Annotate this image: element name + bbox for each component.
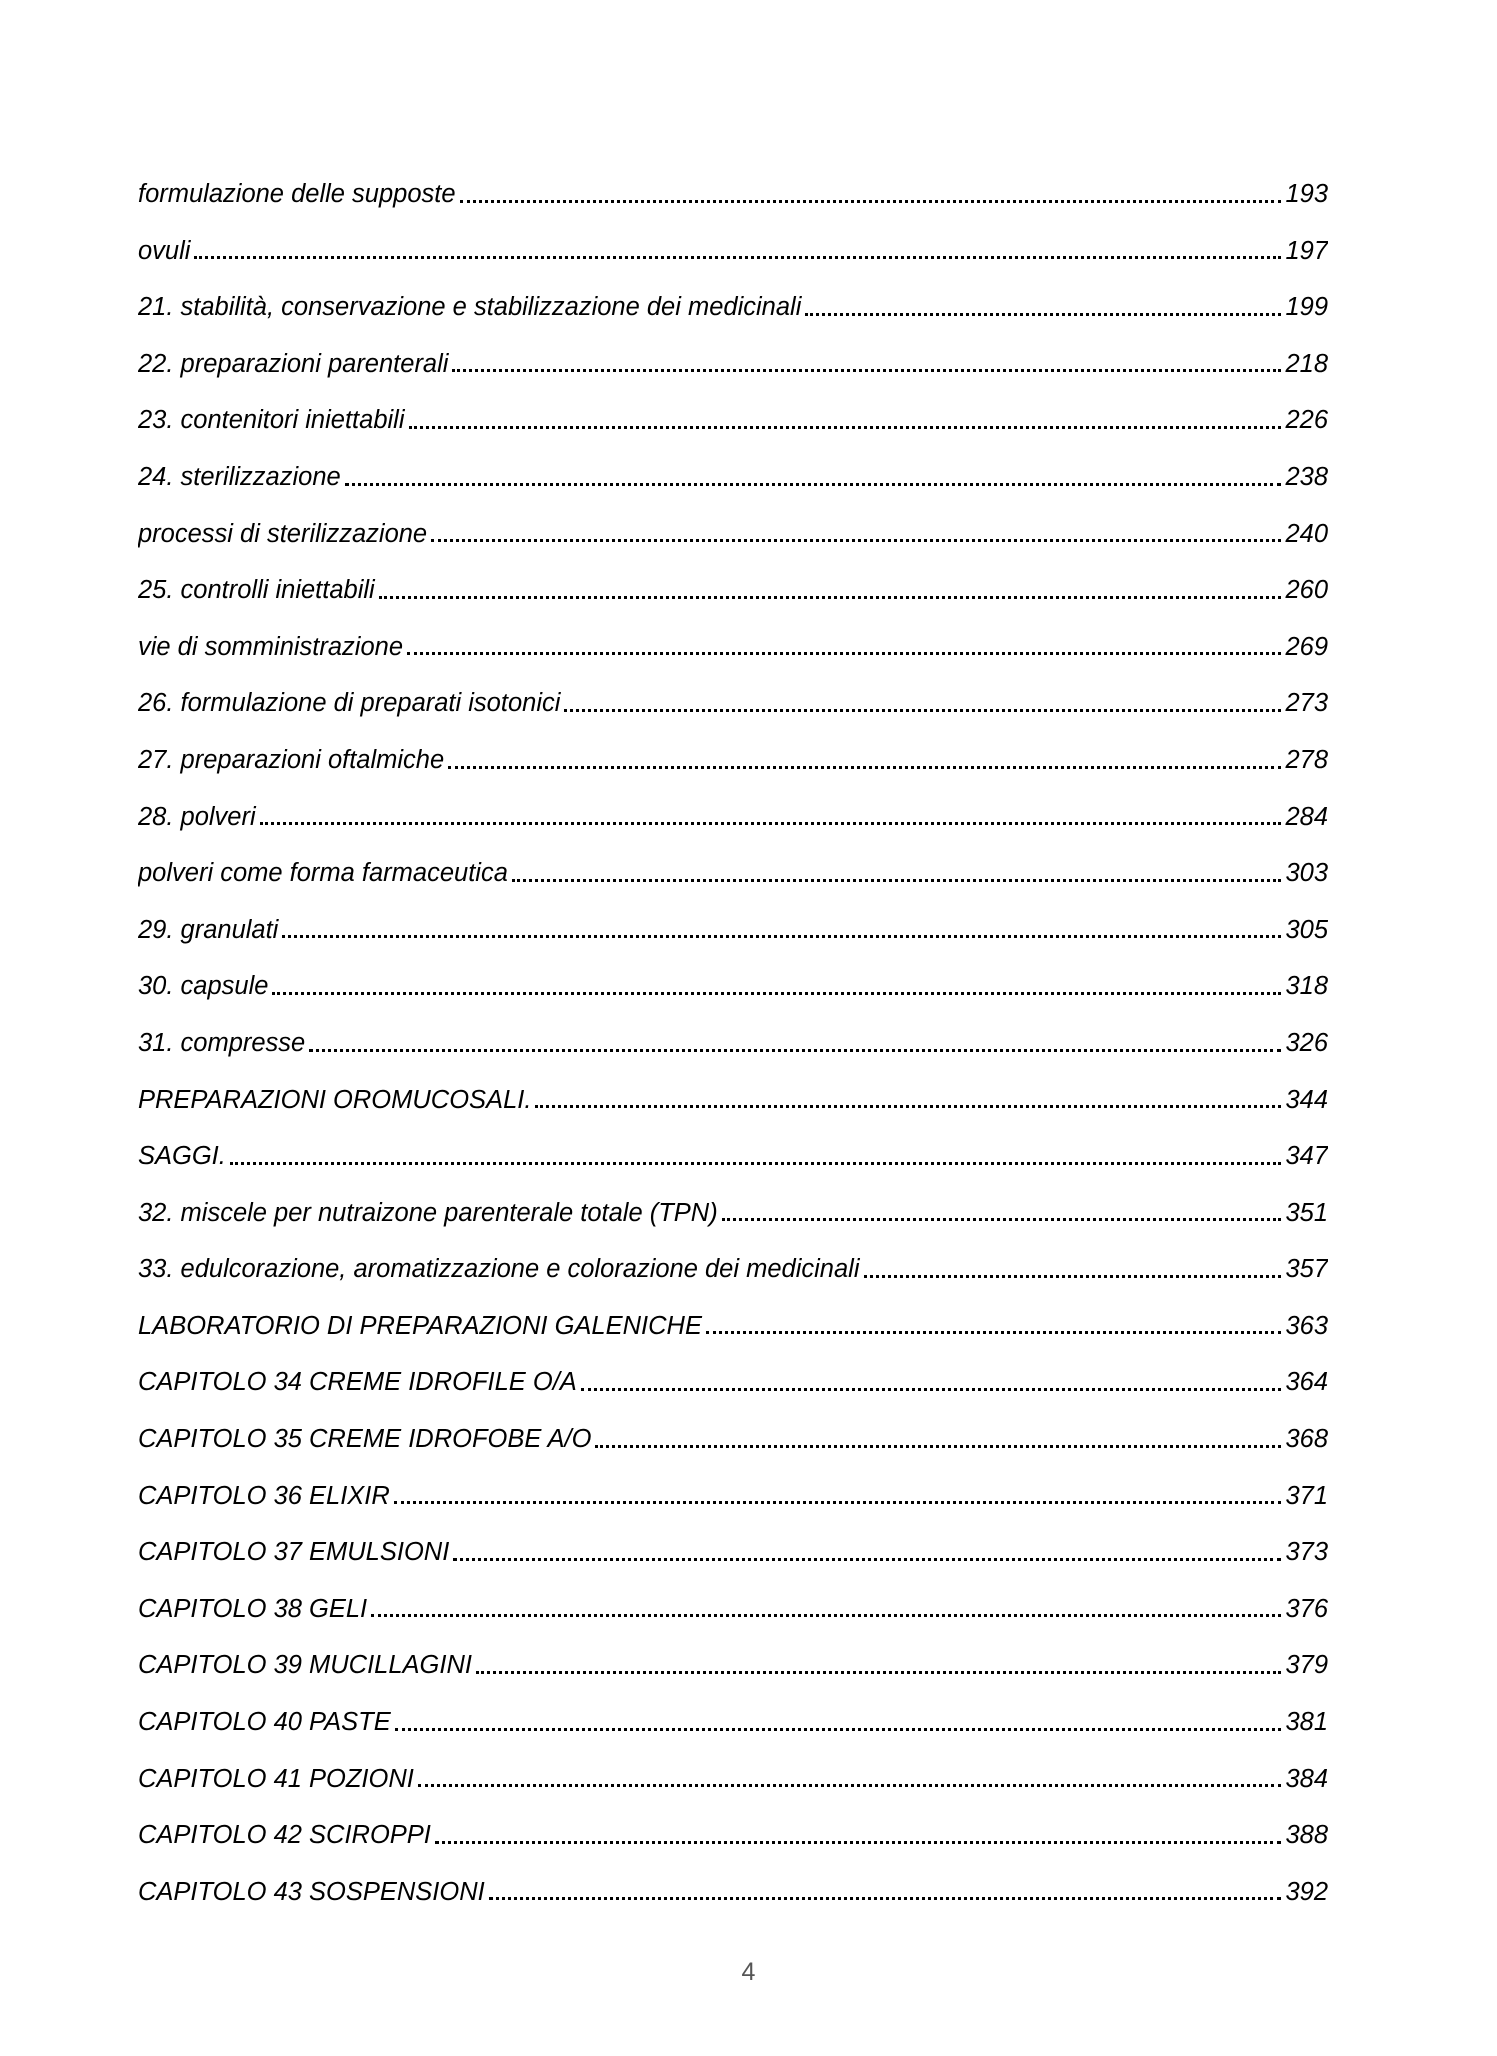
dot-leader bbox=[564, 709, 1281, 712]
toc-entry-page-number: 278 bbox=[1285, 745, 1328, 774]
toc-entry-title: 30. capsule bbox=[138, 972, 269, 1001]
toc-entry[interactable] bbox=[138, 279, 1328, 336]
toc-entry-title: 22. preparazioni parenterali bbox=[138, 349, 449, 378]
toc-entry-title: 21. stabilità, conservazione e stabilizzazione dei medicinali bbox=[138, 293, 802, 322]
toc-entry-title: 31. compresse bbox=[138, 1028, 306, 1057]
toc-entry[interactable] bbox=[138, 166, 1328, 223]
toc-entry-title: ovuli bbox=[138, 236, 191, 265]
dot-leader bbox=[489, 1897, 1282, 1900]
toc-entry-page-number: 392 bbox=[1285, 1877, 1328, 1906]
toc-entry-title: CAPITOLO 35 CREME IDROFOBE A/O bbox=[138, 1425, 592, 1454]
dot-leader bbox=[453, 1558, 1281, 1561]
toc-entry[interactable] bbox=[138, 1185, 1328, 1242]
toc-entry-title: CAPITOLO 37 EMULSIONI bbox=[138, 1538, 450, 1567]
toc-entry-title: vie di somministrazione bbox=[138, 632, 404, 661]
toc-entry-page-number: 260 bbox=[1285, 576, 1328, 605]
toc-entry-title: 24. sterilizzazione bbox=[138, 462, 341, 491]
toc-entry-page-number: 357 bbox=[1285, 1255, 1328, 1284]
toc-entry[interactable] bbox=[138, 675, 1328, 732]
toc-entry[interactable] bbox=[138, 1524, 1328, 1581]
toc-entry[interactable] bbox=[138, 1468, 1328, 1525]
dot-leader bbox=[706, 1331, 1282, 1334]
toc-entry[interactable] bbox=[138, 1072, 1328, 1129]
toc-entry-title: CAPITOLO 38 GELI bbox=[138, 1594, 368, 1623]
toc-entry-page-number: 351 bbox=[1285, 1198, 1328, 1227]
toc-entry-page-number: 364 bbox=[1285, 1368, 1328, 1397]
dot-leader bbox=[282, 935, 1281, 938]
page-number: 4 bbox=[741, 1958, 756, 1986]
toc-entry-page-number: 284 bbox=[1285, 802, 1328, 831]
toc-entry-page-number: 305 bbox=[1285, 915, 1328, 944]
dot-leader bbox=[435, 1841, 1282, 1844]
toc-entry-title: PREPARAZIONI OROMUCOSALI. bbox=[138, 1085, 532, 1114]
dot-leader bbox=[476, 1671, 1281, 1674]
dot-leader bbox=[805, 313, 1281, 316]
toc-entry[interactable] bbox=[138, 1581, 1328, 1638]
dot-leader bbox=[230, 1162, 1282, 1165]
dot-leader bbox=[409, 426, 1282, 429]
toc-entry[interactable] bbox=[138, 1637, 1328, 1694]
toc-entry[interactable] bbox=[138, 1241, 1328, 1298]
toc-entry-page-number: 273 bbox=[1285, 689, 1328, 718]
dot-leader bbox=[260, 822, 1282, 825]
toc-entry-title: 32. miscele per nutraizone parenterale totale (TPN) bbox=[138, 1198, 718, 1227]
toc-entry[interactable] bbox=[138, 732, 1328, 789]
dot-leader bbox=[864, 1275, 1282, 1278]
toc-entry-page-number: 193 bbox=[1285, 180, 1328, 208]
toc-entry[interactable] bbox=[138, 789, 1328, 846]
toc-entry-title: 28. polveri bbox=[138, 802, 256, 831]
toc-entry[interactable] bbox=[138, 506, 1328, 563]
dot-leader bbox=[595, 1445, 1281, 1448]
toc-entry-page-number: 226 bbox=[1285, 406, 1328, 435]
toc-entry-title: 33. edulcorazione, aromatizzazione e colorazione dei medicinali bbox=[138, 1255, 860, 1284]
toc-entry-title: polveri come forma farmaceutica bbox=[138, 859, 508, 888]
toc-entry[interactable] bbox=[138, 1128, 1328, 1185]
dot-leader bbox=[431, 539, 1281, 542]
dot-leader bbox=[371, 1614, 1281, 1617]
toc-entry[interactable] bbox=[138, 1298, 1328, 1355]
toc-entry[interactable] bbox=[138, 1751, 1328, 1808]
dot-leader bbox=[309, 1049, 1281, 1052]
toc-entry-page-number: 384 bbox=[1285, 1764, 1328, 1793]
dot-leader bbox=[512, 879, 1282, 882]
toc-entry-page-number: 240 bbox=[1285, 519, 1328, 548]
dot-leader bbox=[394, 1501, 1282, 1504]
toc-entry[interactable] bbox=[138, 1015, 1328, 1072]
toc-entry-title: 29. granulati bbox=[138, 915, 279, 944]
toc-entry-page-number: 363 bbox=[1285, 1311, 1328, 1340]
toc-entry-page-number: 371 bbox=[1285, 1481, 1328, 1510]
dot-leader bbox=[722, 1218, 1282, 1221]
toc-entry[interactable] bbox=[138, 1694, 1328, 1751]
dot-leader bbox=[452, 369, 1281, 372]
toc-entry[interactable] bbox=[138, 619, 1328, 676]
toc-entry-page-number: 347 bbox=[1285, 1142, 1328, 1171]
toc-entry[interactable] bbox=[138, 1807, 1328, 1864]
toc-entry-page-number: 218 bbox=[1285, 349, 1328, 378]
toc-entry-title: 26. formulazione di preparati isotonici bbox=[138, 689, 561, 718]
toc-entry-page-number: 238 bbox=[1285, 462, 1328, 491]
toc-entry-title: CAPITOLO 40 PASTE bbox=[138, 1708, 391, 1737]
toc-entry[interactable] bbox=[138, 1864, 1328, 1921]
toc-entry-title: LABORATORIO DI PREPARAZIONI GALENICHE bbox=[138, 1311, 702, 1340]
dot-leader bbox=[407, 652, 1281, 655]
toc-entry[interactable] bbox=[138, 223, 1328, 280]
dot-leader bbox=[379, 596, 1282, 599]
toc-entry-title: CAPITOLO 34 CREME IDROFILE O/A bbox=[138, 1368, 577, 1397]
toc-entry-page-number: 376 bbox=[1285, 1594, 1328, 1623]
toc-entry-page-number: 318 bbox=[1285, 972, 1328, 1001]
toc-entry[interactable] bbox=[138, 562, 1328, 619]
toc-entry-title: SAGGI. bbox=[138, 1142, 226, 1171]
toc-entry-title: CAPITOLO 39 MUCILLAGINI bbox=[138, 1651, 472, 1680]
dot-leader bbox=[272, 992, 1281, 995]
toc-entry-page-number: 373 bbox=[1285, 1538, 1328, 1567]
toc-entry-page-number: 379 bbox=[1285, 1651, 1328, 1680]
toc-entry-page-number: 269 bbox=[1285, 632, 1328, 661]
toc-entry-page-number: 326 bbox=[1285, 1028, 1328, 1057]
dot-leader bbox=[418, 1784, 1282, 1787]
toc-entry-title: processi di sterilizzazione bbox=[138, 519, 428, 548]
toc-entry-title: CAPITOLO 42 SCIROPPI bbox=[138, 1821, 431, 1850]
dot-leader bbox=[535, 1105, 1281, 1108]
dot-leader bbox=[460, 200, 1282, 203]
toc-entry[interactable] bbox=[138, 1354, 1328, 1411]
toc-entry-page-number: 199 bbox=[1285, 293, 1328, 322]
toc-entry-title: formulazione delle supposte bbox=[138, 180, 456, 208]
toc-entry-title: CAPITOLO 36 ELIXIR bbox=[138, 1481, 390, 1510]
dot-leader bbox=[448, 766, 1281, 769]
toc-entry-title: CAPITOLO 43 SOSPENSIONI bbox=[138, 1877, 485, 1906]
toc-entry[interactable] bbox=[138, 958, 1328, 1015]
dot-leader bbox=[395, 1728, 1282, 1731]
toc-entry-title: 23. contenitori iniettabili bbox=[138, 406, 405, 435]
toc-entry-page-number: 388 bbox=[1285, 1821, 1328, 1850]
toc-entry-page-number: 368 bbox=[1285, 1425, 1328, 1454]
dot-leader bbox=[194, 256, 1281, 259]
toc-entry[interactable] bbox=[138, 392, 1328, 449]
toc-entry-title: 25. controlli iniettabili bbox=[138, 576, 375, 605]
toc-entry-title: CAPITOLO 41 POZIONI bbox=[138, 1764, 414, 1793]
toc-entry-page-number: 303 bbox=[1285, 859, 1328, 888]
toc-entry-page-number: 344 bbox=[1285, 1085, 1328, 1114]
toc-entry[interactable] bbox=[138, 1411, 1328, 1468]
toc-entry[interactable] bbox=[138, 902, 1328, 959]
toc-entry-page-number: 381 bbox=[1285, 1708, 1328, 1737]
table-of-contents bbox=[138, 166, 1328, 1920]
dot-leader bbox=[345, 483, 1282, 486]
toc-entry-title: 27. preparazioni oftalmiche bbox=[138, 745, 445, 774]
dot-leader bbox=[581, 1388, 1282, 1391]
toc-entry[interactable] bbox=[138, 449, 1328, 506]
toc-entry[interactable] bbox=[138, 336, 1328, 393]
toc-entry[interactable] bbox=[138, 845, 1328, 902]
toc-entry-page-number: 197 bbox=[1285, 236, 1328, 265]
